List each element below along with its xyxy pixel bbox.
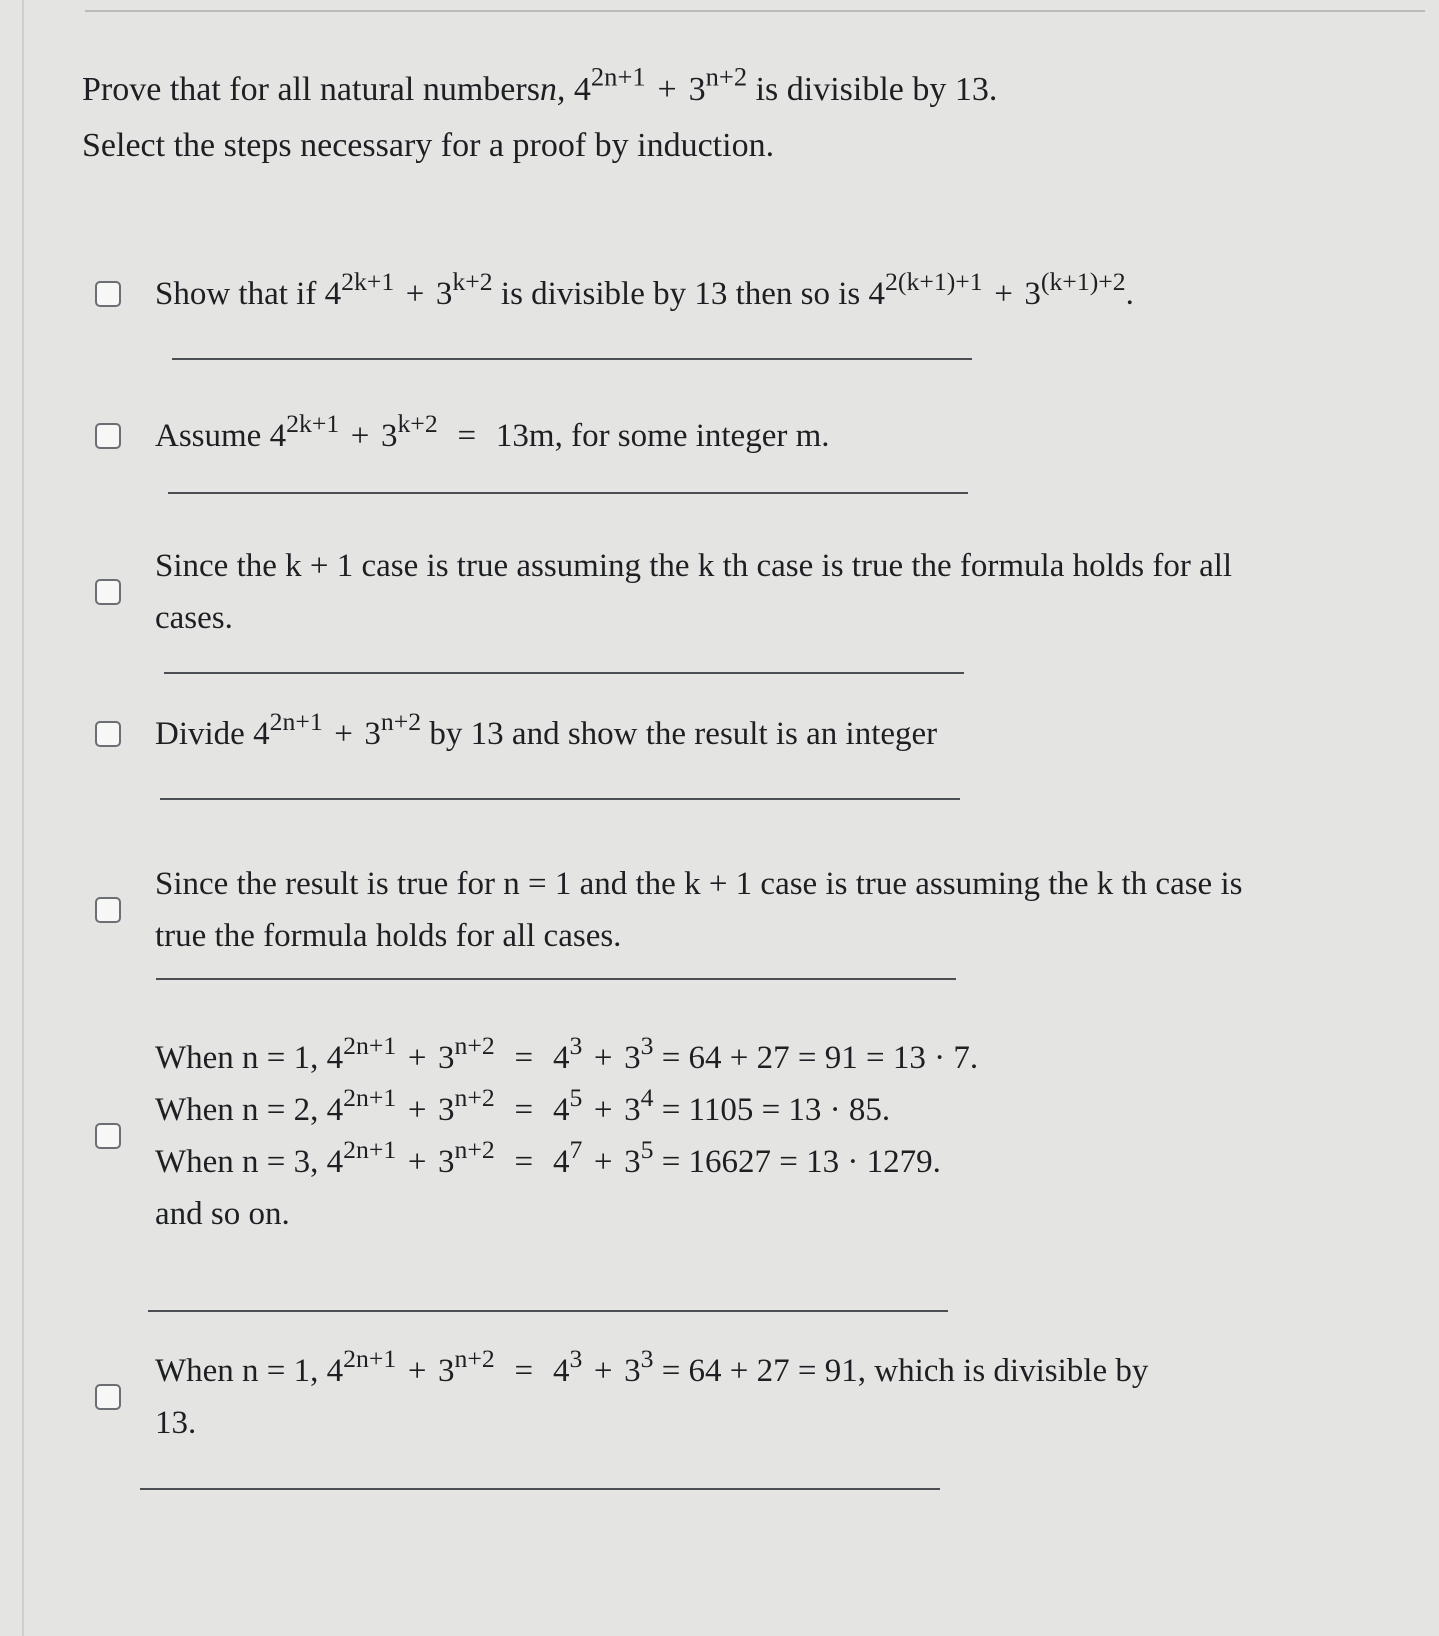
option-divider (164, 672, 964, 674)
question-instruction: Select the steps necessary for a proof by induction. (82, 127, 775, 164)
question-header (82, 62, 997, 174)
question-prompt: Prove that for all natural numbersn, $4^{2n+1} + 3^{n+2}$ is divisible by 13. (82, 61, 998, 108)
option-checkbox[interactable] (95, 579, 121, 605)
option-base-cases[interactable]: When n = 1, $4^{2n+1} + 3^{n+2} = 4^3 + 3^3 = 64 + 27 = 91 = 13 \cdot 7$. When n = 2, $4^{2n+1} + 3^{n+2} = 4^5 + 3^4 = 1105 = 13 \cdot 85$. When n = 3, $4^{2n+1} + 3^{n+2} = 4^7 + 3^5 = 16627 = 13 \cdot 1279$. and so on. (95, 1032, 1425, 1240)
case-row: When n = 2, $4^{2n+1} + 3^{n+2} = 4^5 + 3^4 = 1105 = 13 \cdot 85$. (155, 1082, 891, 1128)
option-checkbox[interactable] (95, 281, 121, 307)
option-checkbox[interactable] (95, 721, 121, 747)
option-divide[interactable]: Divide $4^{2n+1} + 3^{n+2}$ by 13 and show the result is an integer (95, 708, 1425, 760)
prompt-expression: $4^{2n+1} + 3^{n+2}$ (573, 61, 748, 108)
option-divider (160, 798, 960, 800)
page-left-edge (22, 0, 24, 1636)
option-conclusion-full[interactable]: Since the result is true for n = 1 and the k + 1 case is true assuming the k th case is true the formula holds for all cases. (95, 858, 1425, 962)
option-divider (172, 358, 972, 360)
option-assume[interactable]: Assume $4^{2k+1} + 3^{k+2} = 13m$, for some integer m. (95, 410, 1425, 462)
option-checkbox[interactable] (95, 1384, 121, 1410)
case-row: When n = 3, $4^{2n+1} + 3^{n+2} = 4^7 + 3^5 = 16627 = 13 \cdot 1279$. (155, 1134, 941, 1180)
option-divider (140, 1488, 940, 1490)
option-divider (148, 1310, 948, 1312)
option-checkbox[interactable] (95, 423, 121, 449)
option-show-implication[interactable]: Show that if $4^{2k+1} + 3^{k+2}$ is divisible by 13 then so is $4^{2(k+1)+1} + 3^{(k+1)+2}$. (95, 268, 1425, 320)
top-divider (85, 10, 1425, 12)
case-row: When n = 1, $4^{2n+1} + 3^{n+2} = 4^3 + 3^3 = 64 + 27 = 91 = 13 \cdot 7$. (155, 1030, 979, 1076)
option-base-case-n1[interactable]: When n = 1, $4^{2n+1} + 3^{n+2} = 4^3 + 3^3 = 64 + 27 = 91$, which is divisible by 13. (95, 1345, 1425, 1449)
option-checkbox[interactable] (95, 1123, 121, 1149)
option-divider (168, 492, 968, 494)
option-checkbox[interactable] (95, 897, 121, 923)
option-conclusion-k[interactable]: Since the k + 1 case is true assuming the k th case is true the formula holds for all cases. (95, 540, 1425, 644)
option-divider (156, 978, 956, 980)
